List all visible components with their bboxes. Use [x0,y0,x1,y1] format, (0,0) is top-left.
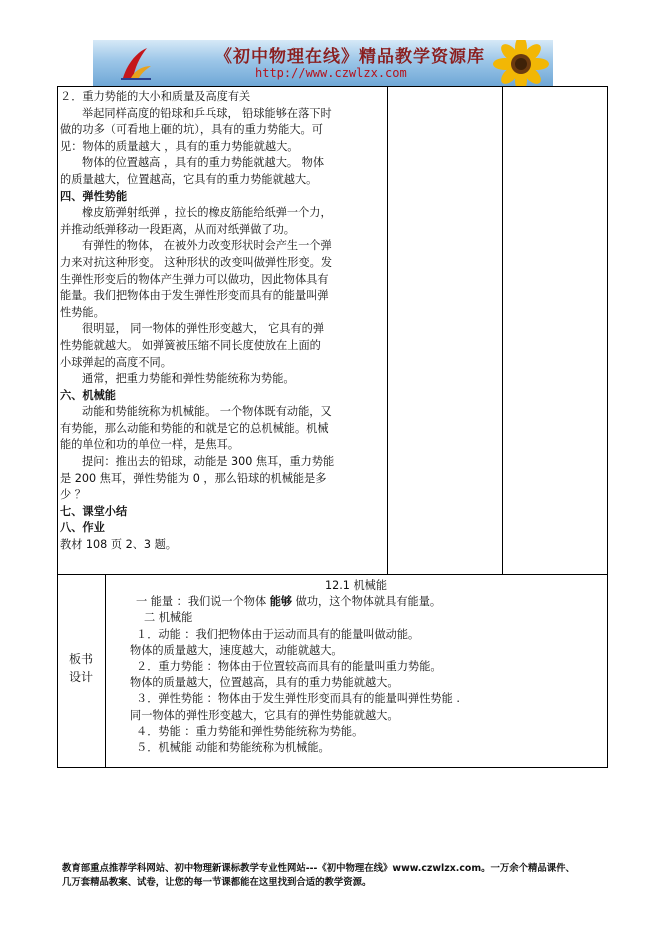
board-line-text: ３．弹性势能 ：物体由于发生弹性形变而具有的能量叫弹性势能 . [136,692,460,706]
content-line: 力来对抗这种形变。 这种形状的改变叫做弹性形变。发 [60,255,333,269]
content-line: 橡皮筋弹射纸弹 ，拉长的橡皮筋能给纸弹一个力， [82,206,332,220]
content-line: 物体的位置越高 ，具有的重力势能就越大。 物体 [82,156,325,170]
content-line: 提问：推出去的铅球，动能是 300 焦耳，重力势能 [82,455,335,469]
lesson-content [60,89,385,554]
site-logo-icon [117,44,153,82]
content-line: 动能和势能统称为机械能。 一个物体既有动能，又 [82,405,332,419]
sunflower-icon [481,40,553,86]
board-line [108,610,604,626]
content-line: ２．重力势能的大小和质量及高度有关 [60,90,251,103]
board-line-emphasis: 能够 [269,595,293,609]
content-line: 很明显， 同一物体的弹性形变越大， 它具有的弹 [82,322,325,336]
content-line: 并推动纸弹移动一段距离，从而对纸弹做了功。 [60,222,295,236]
board-title: 12.1 机械能 [324,579,388,592]
board-line [108,724,604,740]
content-line: 是 200 焦耳，弹性势能为 0 ，那么铅球的机械能是多 [60,471,327,485]
footer-line: 几万套精品教案、试卷，让您的每一节课都能在这里找到合适的教学资源。 [62,877,372,888]
board-line [108,691,604,707]
header-title: 《初中物理在线》精品教学资源库 [215,47,485,67]
board-line [108,708,604,724]
content-line: 小球弹起的高度不同。 [60,355,172,369]
content-line: 做的功多（可看地上砸的坑），具有的重力势能大。可 [60,123,323,137]
board-line-text: ５．机械能 动能和势能统称为机械能。 [136,741,330,755]
content-line: 的质量越大，位置越高，它具有的重力势能就越大。 [60,172,318,186]
board-line-text: ４．势能 ：重力势能和弹性势能统称为势能。 [136,724,364,738]
board-line-text: 同一物体的弹性形变越大，它具有的弹性势能就越大。 [130,708,399,722]
board-line [108,594,604,610]
content-line: 有弹性的物体， 在被外力改变形状时会产生一个弹 [82,239,332,253]
board-line-text: 一 能量 ：我们说一个物体 [136,595,270,609]
content-line: 举起同样高度的铅球和乒乓球， 铅球能够在落下时 [82,106,332,120]
section-heading: 七、课堂小结 [60,504,128,518]
content-line: 少 ？ [60,488,86,502]
board-line-text: １．动能 ：我们把物体由于运动而具有的能量叫做动能。 [136,627,420,641]
board-line [108,659,604,675]
board-line [108,643,604,659]
board-line [108,740,604,756]
content-line: 教材 108 页 2、3 题。 [60,538,177,552]
board-line [108,627,604,643]
content-line: 通常，把重力势能和弹性势能统称为势能。 [82,372,295,386]
content-line: 性势能。 [60,305,105,319]
content-line: 见：物体的质量越大 ，具有的重力势能就越大。 [60,139,299,153]
board-line-text: 物体的质量越大，速度越大，动能就越大。 [130,643,343,657]
content-line: 有势能，那么动能和势能的和就是它的总机械能。机械 [60,421,329,435]
board-line [108,675,604,691]
board-design-label [57,650,105,686]
board-line-text: 二 机械能 [144,611,193,625]
content-line: 生弹性形变后的物体产生弹力可以做功，因此物体具有 [60,272,329,286]
board-line-text: 物体的质量越大，位置越高，具有的重力势能就越大。 [130,676,399,690]
header-banner [93,40,553,86]
content-line: 能量。我们把物体由于发生弹性形变而具有的能量叫弹 [60,289,329,303]
page-footer [62,862,602,890]
content-line: 性势能就越大。 如弹簧被压缩不同长度使放在上面的 [60,338,321,352]
footer-line: 教育部重点推荐学科网站、初中物理新课标教学专业性网站---《初中物理在线》www.czwlzx.com。一万余个精品课件、 [62,863,575,874]
board-line-text: 做功，这个物体就具有能量。 [292,595,442,609]
board-line-text: ２．重力势能 ：物体由于位置较高而具有的能量叫重力势能。 [136,660,442,674]
board-label-line: 板书 [68,652,93,666]
section-heading: 六、机械能 [60,388,116,402]
board-design-content [108,578,604,756]
section-heading: 四、弹性势能 [60,189,128,203]
section-heading: 八、作业 [60,521,105,535]
board-label-line: 设计 [68,670,93,684]
content-line: 能的单位和功的单位一样，是焦耳。 [60,438,240,452]
header-url[interactable]: http://www.czwlzx.com [255,66,407,80]
